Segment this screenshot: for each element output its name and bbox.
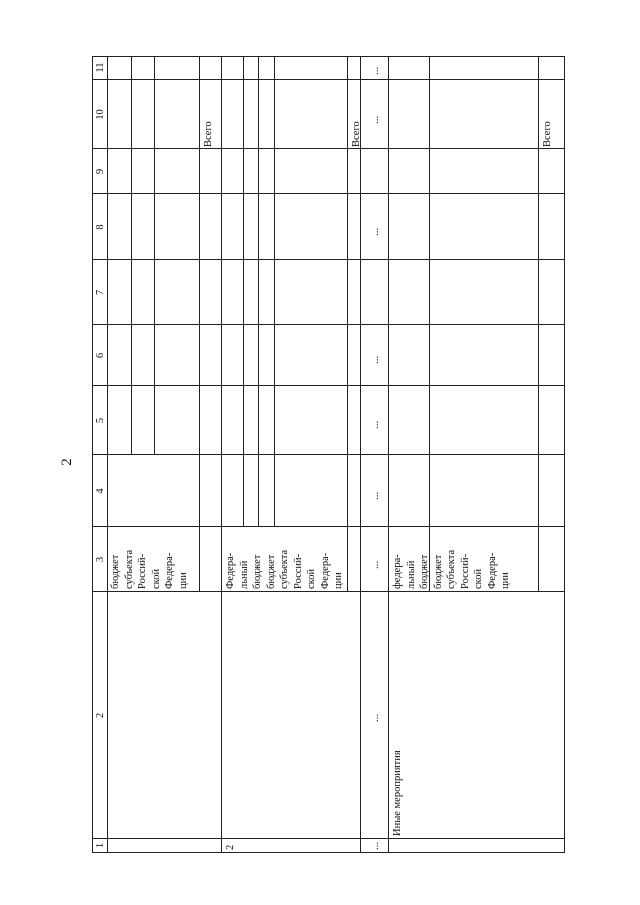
section2-row-number: 2 (225, 844, 236, 850)
subrow-rule (154, 57, 155, 455)
section3-ellipsis: ... (369, 491, 381, 500)
subrow-rule (243, 57, 244, 527)
col-number-2: 2 (95, 712, 106, 719)
column-divider (93, 324, 564, 325)
col-number-8: 8 (95, 224, 106, 230)
section-rule (360, 57, 361, 852)
page-number: 2 (59, 458, 75, 466)
col-number-11: 11 (95, 62, 106, 73)
total-rule (347, 57, 348, 592)
col-number-10: 10 (95, 109, 106, 120)
subrow-rule (131, 57, 132, 455)
column-divider (93, 259, 564, 260)
col-number-9: 9 (95, 168, 106, 175)
section3-ellipsis: ... (369, 115, 381, 124)
col-number-1: 1 (95, 842, 106, 849)
section-rule (388, 57, 389, 852)
column-divider (93, 385, 564, 386)
section3-ellipsis: ... (369, 560, 381, 569)
section3-ellipsis: ... (369, 66, 381, 75)
column-divider (93, 193, 564, 194)
total-rule (199, 57, 200, 592)
budget-table (92, 56, 565, 853)
column-divider (93, 454, 564, 455)
header-rule (107, 57, 108, 852)
col-number-7: 7 (95, 289, 106, 296)
col-number-4: 4 (95, 488, 106, 494)
section3-row-number: ... (369, 841, 381, 850)
column-divider (93, 591, 564, 592)
column-divider (93, 838, 564, 839)
section1-total-label: Всего (203, 121, 214, 147)
subrow-rule (258, 57, 259, 527)
section-rule (221, 57, 222, 852)
total-rule (538, 57, 539, 592)
column-divider (93, 79, 564, 80)
section3-ellipsis: ... (369, 227, 381, 236)
subrow-rule (274, 57, 275, 527)
subrow-rule (429, 57, 430, 592)
section1-source: бюджет субъекта Россий- ской Федера- ции (110, 549, 189, 589)
section3-ellipsis: ... (369, 355, 381, 364)
section2-total-label: Всего (351, 121, 362, 147)
section3-ellipsis: ... (369, 713, 381, 722)
section4-source: федера- льный бюджет бюджет субъекта Россий- ской Федера- ции (392, 549, 511, 589)
section4-total-label: Всего (542, 121, 553, 147)
col-number-3: 3 (95, 556, 106, 563)
section4-name: Иные мероприятия (392, 750, 403, 836)
col-number-5: 5 (95, 417, 106, 424)
column-divider (93, 148, 564, 149)
section3-ellipsis: ... (369, 420, 381, 429)
section2-source: Федера- льный бюджет бюджет субъекта Россий- ской Федера- ции (225, 549, 344, 589)
col-number-6: 6 (95, 352, 106, 359)
column-divider (93, 526, 564, 527)
